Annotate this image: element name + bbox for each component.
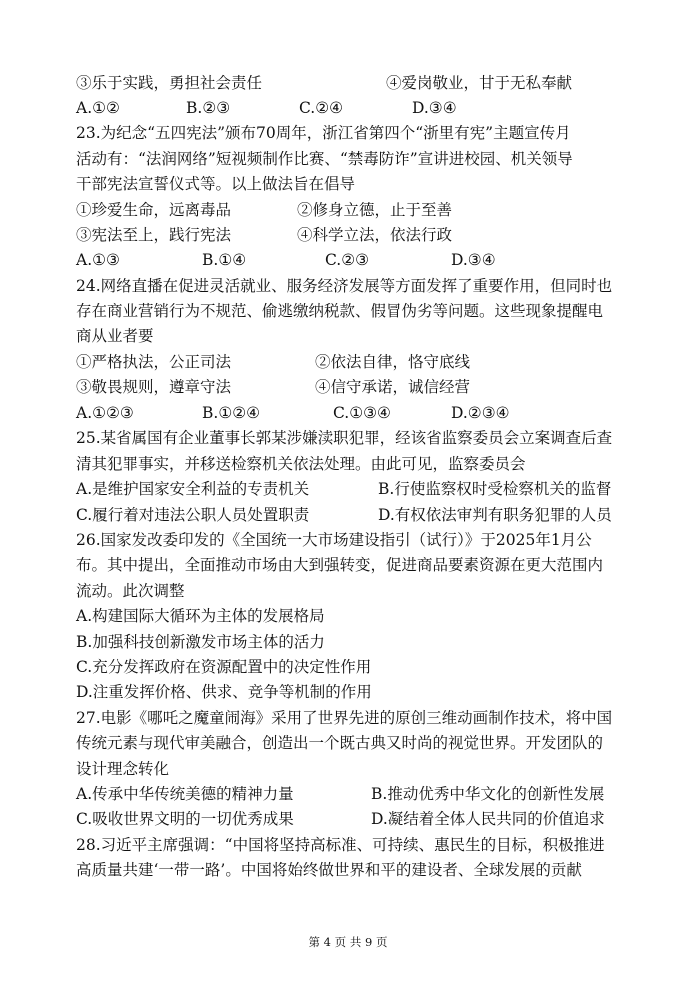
page-number-footer: 第 4 页 共 9 页	[308, 935, 388, 949]
q27-option-b: B.推动优秀中华文化的创新性发展	[371, 785, 605, 803]
q23-choice-b: B.①④	[202, 251, 247, 269]
q25-option-c: C.履行着对违法公职人员处置职责	[76, 506, 310, 524]
q26-option-a: A.构建国际大循环为主体的发展格局	[76, 607, 325, 625]
q24-choice-d: D.②③④	[451, 404, 510, 422]
q24-option-3: ③敬畏规则，遵章守法	[76, 378, 232, 396]
q24-choice-a: A.①②③	[76, 404, 134, 422]
q24-stem-line-3: 商从业者要	[76, 327, 154, 345]
q24-stem-line-2: 存在商业营销行为不规范、偷逃缴纳税款、假冒伪劣等问题。这些现象提醒电	[76, 302, 604, 320]
q22-choice-d: D.③④	[412, 99, 457, 117]
q24-option-1: ①严格执法，公正司法	[76, 353, 232, 371]
q23-option-1: ①珍爱生命，远离毒品	[76, 201, 232, 219]
q26-option-c: C.充分发挥政府在资源配置中的决定性作用	[76, 658, 372, 676]
q22-option-4: ④爱岗敬业，甘于无私奉献	[386, 74, 573, 92]
q23-option-2: ②修身立德，止于至善	[297, 201, 453, 219]
q27-option-d: D.凝结着全体人民共同的价值追求	[371, 810, 605, 828]
q22-choice-b: B.②③	[186, 99, 231, 117]
q26-option-b: B.加强科技创新激发市场主体的活力	[76, 633, 325, 651]
q24-choice-c: C.①③④	[333, 404, 391, 422]
q23-stem-line-3: 干部宪法宣誓仪式等。以上做法旨在倡导	[76, 175, 356, 193]
q26-stem-line-1: 26.国家发改委印发的《全国统一大市场建设指引（试行）》于2025年1月公	[76, 531, 592, 549]
q23-option-4: ④科学立法，依法行政	[297, 226, 453, 244]
q25-stem-line-1: 25.某省属国有企业董事长郭某涉嫌渎职犯罪，经该省监察委员会立案调查后查	[76, 429, 613, 447]
q24-stem-line-1: 24.网络直播在促进灵活就业、服务经济发展等方面发挥了重要作用，但同时也	[76, 277, 613, 295]
q25-option-d: D.有权依法审判有职务犯罪的人员	[378, 506, 612, 524]
q24-option-2: ②依法自律，恪守底线	[315, 353, 471, 371]
q27-option-a: A.传承中华传统美德的精神力量	[76, 785, 294, 803]
q27-stem-line-1: 27.电影《哪吒之魔童闹海》采用了世界先进的原创三维动画制作技术，将中国	[76, 709, 613, 727]
q24-choice-b: B.①②④	[202, 404, 261, 422]
q23-choice-c: C.②③	[325, 251, 370, 269]
q27-stem-line-2: 传统元素与现代审美融合，创造出一个既古典又时尚的视觉世界。开发团队的	[76, 734, 604, 752]
q23-option-3: ③宪法至上，践行宪法	[76, 226, 232, 244]
q22-choice-a: A.①②	[76, 99, 120, 117]
q22-choice-c: C.②④	[299, 99, 344, 117]
q23-choice-a: A.①③	[76, 251, 120, 269]
q28-stem-line-1: 28.习近平主席强调：“中国将坚持高标准、可持续、惠民生的目标，积极推进	[76, 836, 605, 854]
q23-stem-line-2: 活动有：“法润网络”短视频制作比赛、“禁毒防诈”宣讲进校园、机关领导	[76, 150, 573, 168]
q25-option-a: A.是维护国家安全利益的专责机关	[76, 480, 310, 498]
q25-stem-line-2: 清其犯罪事实，并移送检察机关依法处理。由此可见，监察委员会	[76, 455, 526, 473]
q24-option-4: ④信守承诺，诚信经营	[315, 378, 471, 396]
q28-stem-line-2: 高质量共建‘一带一路’。中国将始终做世界和平的建设者、全球发展的贡献	[76, 861, 582, 879]
q25-option-b: B.行使监察权时受检察机关的监督	[378, 480, 612, 498]
q23-stem-line-1: 23.为纪念“五四宪法”颁布70周年，浙江省第四个“浙里有宪”主题宣传月	[76, 124, 571, 142]
q26-option-d: D.注重发挥价格、供求、竞争等机制的作用	[76, 683, 372, 701]
q22-option-3: ③乐于实践，勇担社会责任	[76, 74, 263, 92]
q26-stem-line-3: 流动。此次调整	[76, 582, 185, 600]
q27-stem-line-3: 设计理念转化	[76, 760, 170, 778]
q23-choice-d: D.③④	[451, 251, 496, 269]
q26-stem-line-2: 布。其中提出，全面推动市场由大到强转变，促进商品要素资源在更大范围内	[76, 556, 604, 574]
q27-option-c: C.吸收世界文明的一切优秀成果	[76, 810, 294, 828]
